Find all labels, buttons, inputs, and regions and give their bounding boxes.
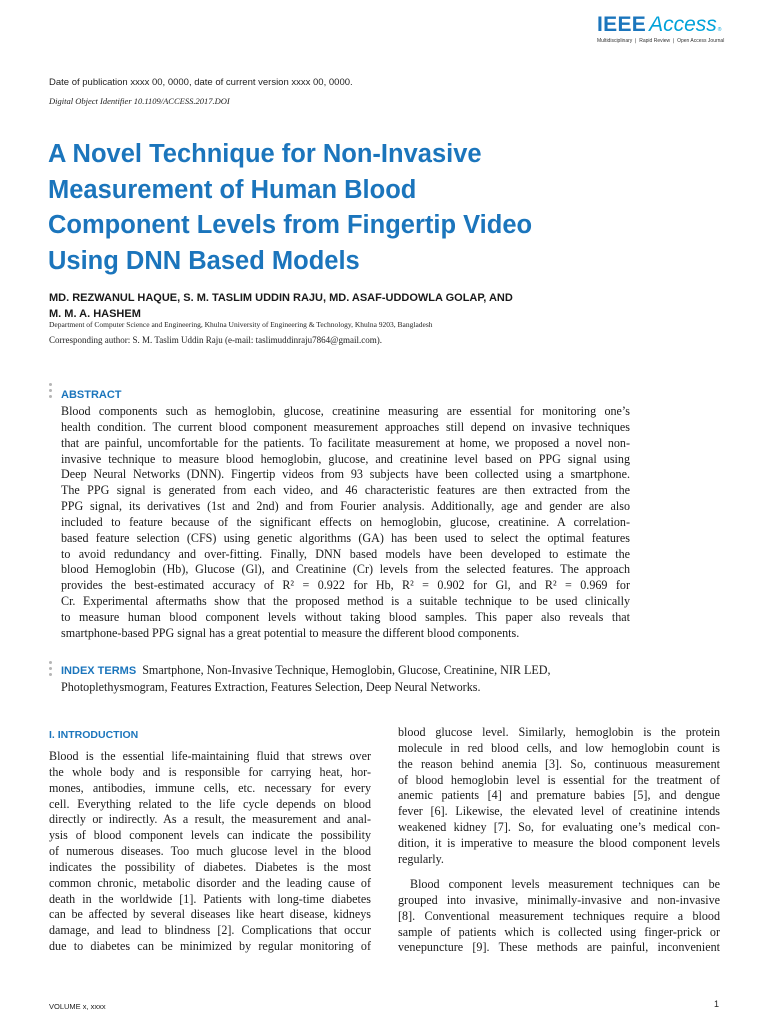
- abstract-line: based feature selection (CFS) using genetic algorithms (GA) has been used to select the optimal features: [61, 530, 630, 545]
- body-line: grouped into invasive, minimally-invasive and non-invasive: [398, 892, 720, 907]
- body-line: mones, antibodies, immune cells, etc. necessary for every: [49, 780, 371, 795]
- index-terms-text: Smartphone, Non-Invasive Technique, Hemoglobin, Glucose, Creatinine, NIR LED,: [142, 663, 551, 677]
- abstract-body: [61, 404, 630, 642]
- title-line: Using DNN Based Models: [48, 246, 360, 275]
- body-line: ysis of blood component levels can indicate the possibility: [49, 828, 371, 843]
- abstract-line: PPG signal, its derivatives (1st and 2nd) and from Fourier analysis. Additionally, age and gender are also: [61, 499, 630, 514]
- index-terms-line: [61, 663, 630, 680]
- body-line: Blood is the essential life-maintaining fluid that strews over: [49, 749, 371, 763]
- body-line: the reason behind anemia [3]. So, continuous measurement: [398, 756, 720, 771]
- title-line: Measurement of Human Blood: [48, 175, 417, 204]
- body-line: the whole body and is responsible for carrying heat, hor-: [49, 764, 371, 779]
- intro-right-paragraph-2: [398, 877, 720, 956]
- section-heading-introduction: I. INTRODUCTION: [49, 729, 139, 741]
- abstract-line: Cr. Experimental aftermaths show that the proposed method is a suitable technique to be used clinically: [61, 594, 630, 609]
- abstract-line: invasive technique to measure blood hemoglobin, glucose, and creatinine level based on PPG signal using: [61, 451, 630, 466]
- abstract-line: to measure human blood component levels without taking blood samples. This paper also reveals that: [61, 609, 630, 624]
- index-terms-heading: INDEX TERMS: [61, 665, 137, 677]
- author-line: MD. REZWANUL HAQUE, S. M. TASLIM UDDIN RAJU, MD. ASAF-UDDOWLA GOLAP, AND: [49, 292, 513, 304]
- logo-ieee-text: IEEE: [597, 13, 647, 36]
- abstract-heading: ABSTRACT: [61, 389, 122, 401]
- abstract-line: The PPG signal is generated from each video, and 46 characteristic features are then extracted from the: [61, 483, 630, 498]
- abstract-line: provides the best-estimated accuracy of R² = 0.922 for Hb, R² = 0.902 for Gl, and R² = 0.969 for: [61, 578, 630, 593]
- body-line: due to diabetes can be minimized by regular monitoring of: [49, 939, 371, 954]
- footer-volume: VOLUME x, xxxx: [49, 1002, 106, 1011]
- abstract-line: smartphone-based PPG signal has a great potential to measure the different blood components.: [61, 625, 520, 640]
- title-line: Component Levels from Fingertip Video: [48, 211, 533, 239]
- body-line: can be affected by several diseases like heart disease, kidneys: [49, 907, 371, 922]
- body-line: dition, it is imperative to measure the blood component levels: [398, 835, 720, 850]
- abstract-line: Blood components such as hemoglobin, glucose, creatinine measuring are essential for monitoring one’s: [61, 404, 630, 418]
- abstract-line: to avoid redundancy and over-fitting. Finally, DNN based models have been developed to estimate the: [61, 546, 630, 561]
- index-terms-marker-dots: [49, 661, 53, 679]
- publication-date: Date of publication xxxx 00, 0000, date of current version xxxx 00, 0000.: [49, 77, 353, 88]
- abstract-line: blood Hemoglobin (Hb), Glucose (Gl), and Creatinine (Cr) levels from the selected features. The approach: [61, 562, 630, 577]
- body-line: directly or indirectly. As a result, the measurement and anal-: [49, 812, 371, 827]
- intro-left-column: [49, 749, 371, 955]
- abstract-line: health condition. The current blood component measurement approaches still depend on invasive techniques: [61, 419, 630, 434]
- index-terms: [61, 663, 630, 696]
- body-line: damage, and lead to blindness [2]. Complications that occur: [49, 923, 371, 938]
- logo-access-text: Access: [649, 13, 717, 36]
- body-line: cell. Everything related to the life cycle depends on blood: [49, 796, 371, 811]
- abstract-line: Deep Neural Networks (DNN). Fingertip videos from 93 subjects have been collected using a smartphone.: [61, 467, 630, 482]
- body-line: regularly.: [398, 851, 444, 866]
- paper-title: [48, 137, 648, 279]
- body-line: venepuncture [9]. These methods are painful, inconvenient: [398, 940, 720, 955]
- affiliation: Department of Computer Science and Engineering, Khulna University of Engineering & Technology, Khulna 9203, Bangladesh: [49, 320, 433, 329]
- index-terms-line: Photoplethysmogram, Features Extraction, Features Selection, Deep Neural Networks.: [61, 679, 481, 694]
- body-line: anemic patients [4] and premature babies [5], and dengue: [398, 788, 720, 803]
- intro-right-column: [398, 725, 720, 868]
- body-line: fever [6]. Likewise, the elevated level of creatinine intends: [398, 804, 720, 819]
- body-line: of numerous diseases. Too much glucose level in the blood: [49, 844, 371, 859]
- logo-wordmark: [597, 13, 722, 37]
- logo-tagline: Multidisciplinary ❘ Rapid Review ❘ Open Access Journal: [597, 38, 725, 44]
- corresponding-author: Corresponding author: S. M. Taslim Uddin Raju (e-mail: taslimuddinraju7864@gmail.com).: [49, 335, 382, 345]
- body-line: Blood component levels measurement techniques can be: [410, 877, 720, 891]
- body-line: of blood hemoglobin level is essential for the treatment of: [398, 772, 720, 787]
- body-line: weakened kidney [7]. So, for evaluating one’s medical con-: [398, 820, 720, 835]
- doi-line: Digital Object Identifier 10.1109/ACCESS.2017.DOI: [49, 96, 230, 106]
- body-line: [8]. Conventional measurement techniques require a blood: [398, 908, 720, 923]
- body-line: sample of patients which is collected using finger-prick or: [398, 924, 720, 939]
- journal-logo: [597, 13, 725, 53]
- abstract-marker-dots: [49, 383, 53, 401]
- body-line: common chronic, metabolic disorder and the leading cause of: [49, 875, 371, 890]
- body-line: death in the worldwide [1]. Patients with long-time diabetes: [49, 891, 371, 906]
- body-line: blood glucose level. Similarly, hemoglobin is the protein: [398, 725, 720, 739]
- abstract-line: included to feature because of the significant effects on hemoglobin, glucose, creatinine. A correlation-: [61, 514, 630, 529]
- body-line: indicates the possibility of diabetes. Diabetes is the most: [49, 859, 371, 874]
- footer-page-number: 1: [714, 999, 720, 1009]
- abstract-line: that are painful, uncomfortable for the patients. To facilitate measurement at home, we proposed a novel non-: [61, 435, 630, 450]
- logo-trademark: ®: [717, 27, 722, 33]
- author-list: [49, 290, 629, 322]
- author-line: M. M. A. HASHEM: [49, 308, 141, 320]
- title-line: A Novel Technique for Non-Invasive: [48, 140, 482, 168]
- body-line: molecule in red blood cells, and low hemoglobin count is: [398, 740, 720, 755]
